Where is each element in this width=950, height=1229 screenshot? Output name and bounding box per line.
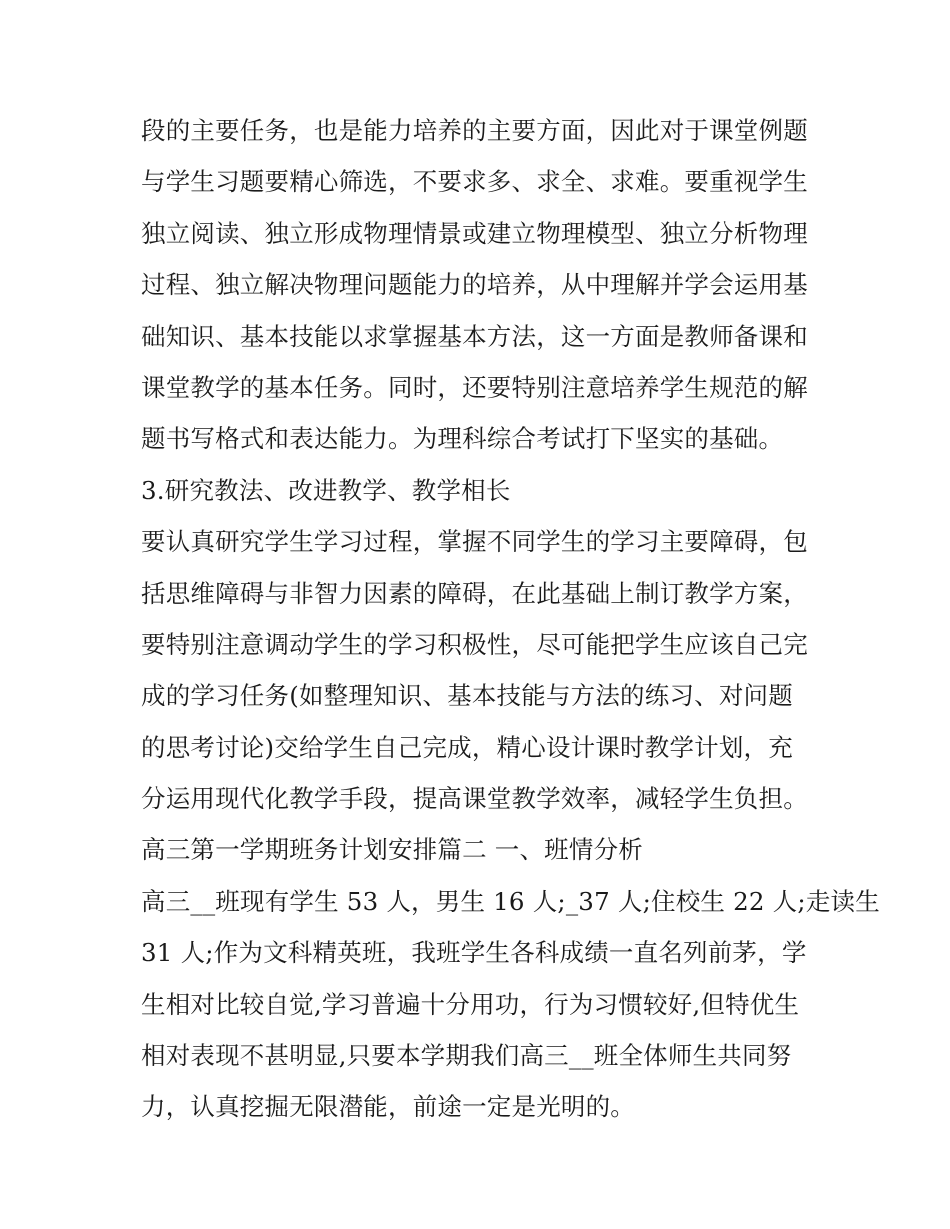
section-heading: 3.研究教法、改进教学、教学相长	[141, 475, 511, 505]
text-line: 括思维障碍与非智力因素的障碍，在此基础上制订教学方案，	[141, 578, 808, 608]
text-line: 31 人;作为文科精英班，我班学生各科成绩一直名列前茅，学	[141, 938, 807, 968]
text-line: 与学生习题要精心筛选，不要求多、求全、求难。要重视学生	[141, 167, 808, 197]
text-line: 要认真研究学生学习过程，掌握不同学生的学习主要障碍，包	[141, 527, 808, 557]
section-heading: 高三第一学期班务计划安排篇二 一、班情分析	[141, 835, 643, 865]
text-line: 要特别注意调动学生的学习积极性，尽可能把学生应该自己完	[141, 629, 808, 659]
text-line: 分运用现代化教学手段，提高课堂教学效率，减轻学生负担。	[141, 784, 808, 814]
text-line: 成的学习任务(如整理知识、基本技能与方法的练习、对问题	[141, 681, 793, 711]
text-line: 相对表现不甚明显,只要本学期我们高三__班全体师生共同努	[141, 1041, 792, 1071]
text-line: 独立阅读、独立形成物理情景或建立物理模型、独立分析物理	[141, 218, 808, 248]
text-line: 的思考讨论)交给学生自己完成，精心设计课时教学计划，充	[141, 732, 793, 762]
text-line: 高三__班现有学生 53 人，男生 16 人;_37 人;住校生 22 人;走读生	[141, 886, 880, 916]
text-line: 生相对比较自觉,学习普遍十分用功，行为习惯较好,但特优生	[141, 989, 800, 1019]
text-line: 力，认真挖掘无限潜能，前途一定是光明的。	[141, 1092, 635, 1122]
text-line: 课堂教学的基本任务。同时，还要特别注意培养学生规范的解	[141, 372, 808, 402]
text-line: 题书写格式和表达能力。为理科综合考试打下坚实的基础。	[141, 424, 784, 454]
text-line: 段的主要任务，也是能力培养的主要方面，因此对于课堂例题	[141, 116, 808, 145]
text-line: 础知识、基本技能以求掌握基本方法，这一方面是教师备课和	[141, 321, 808, 351]
text-line: 过程、独立解决物理问题能力的培养，从中理解并学会运用基	[141, 270, 808, 300]
body-text	[141, 105, 880, 1133]
